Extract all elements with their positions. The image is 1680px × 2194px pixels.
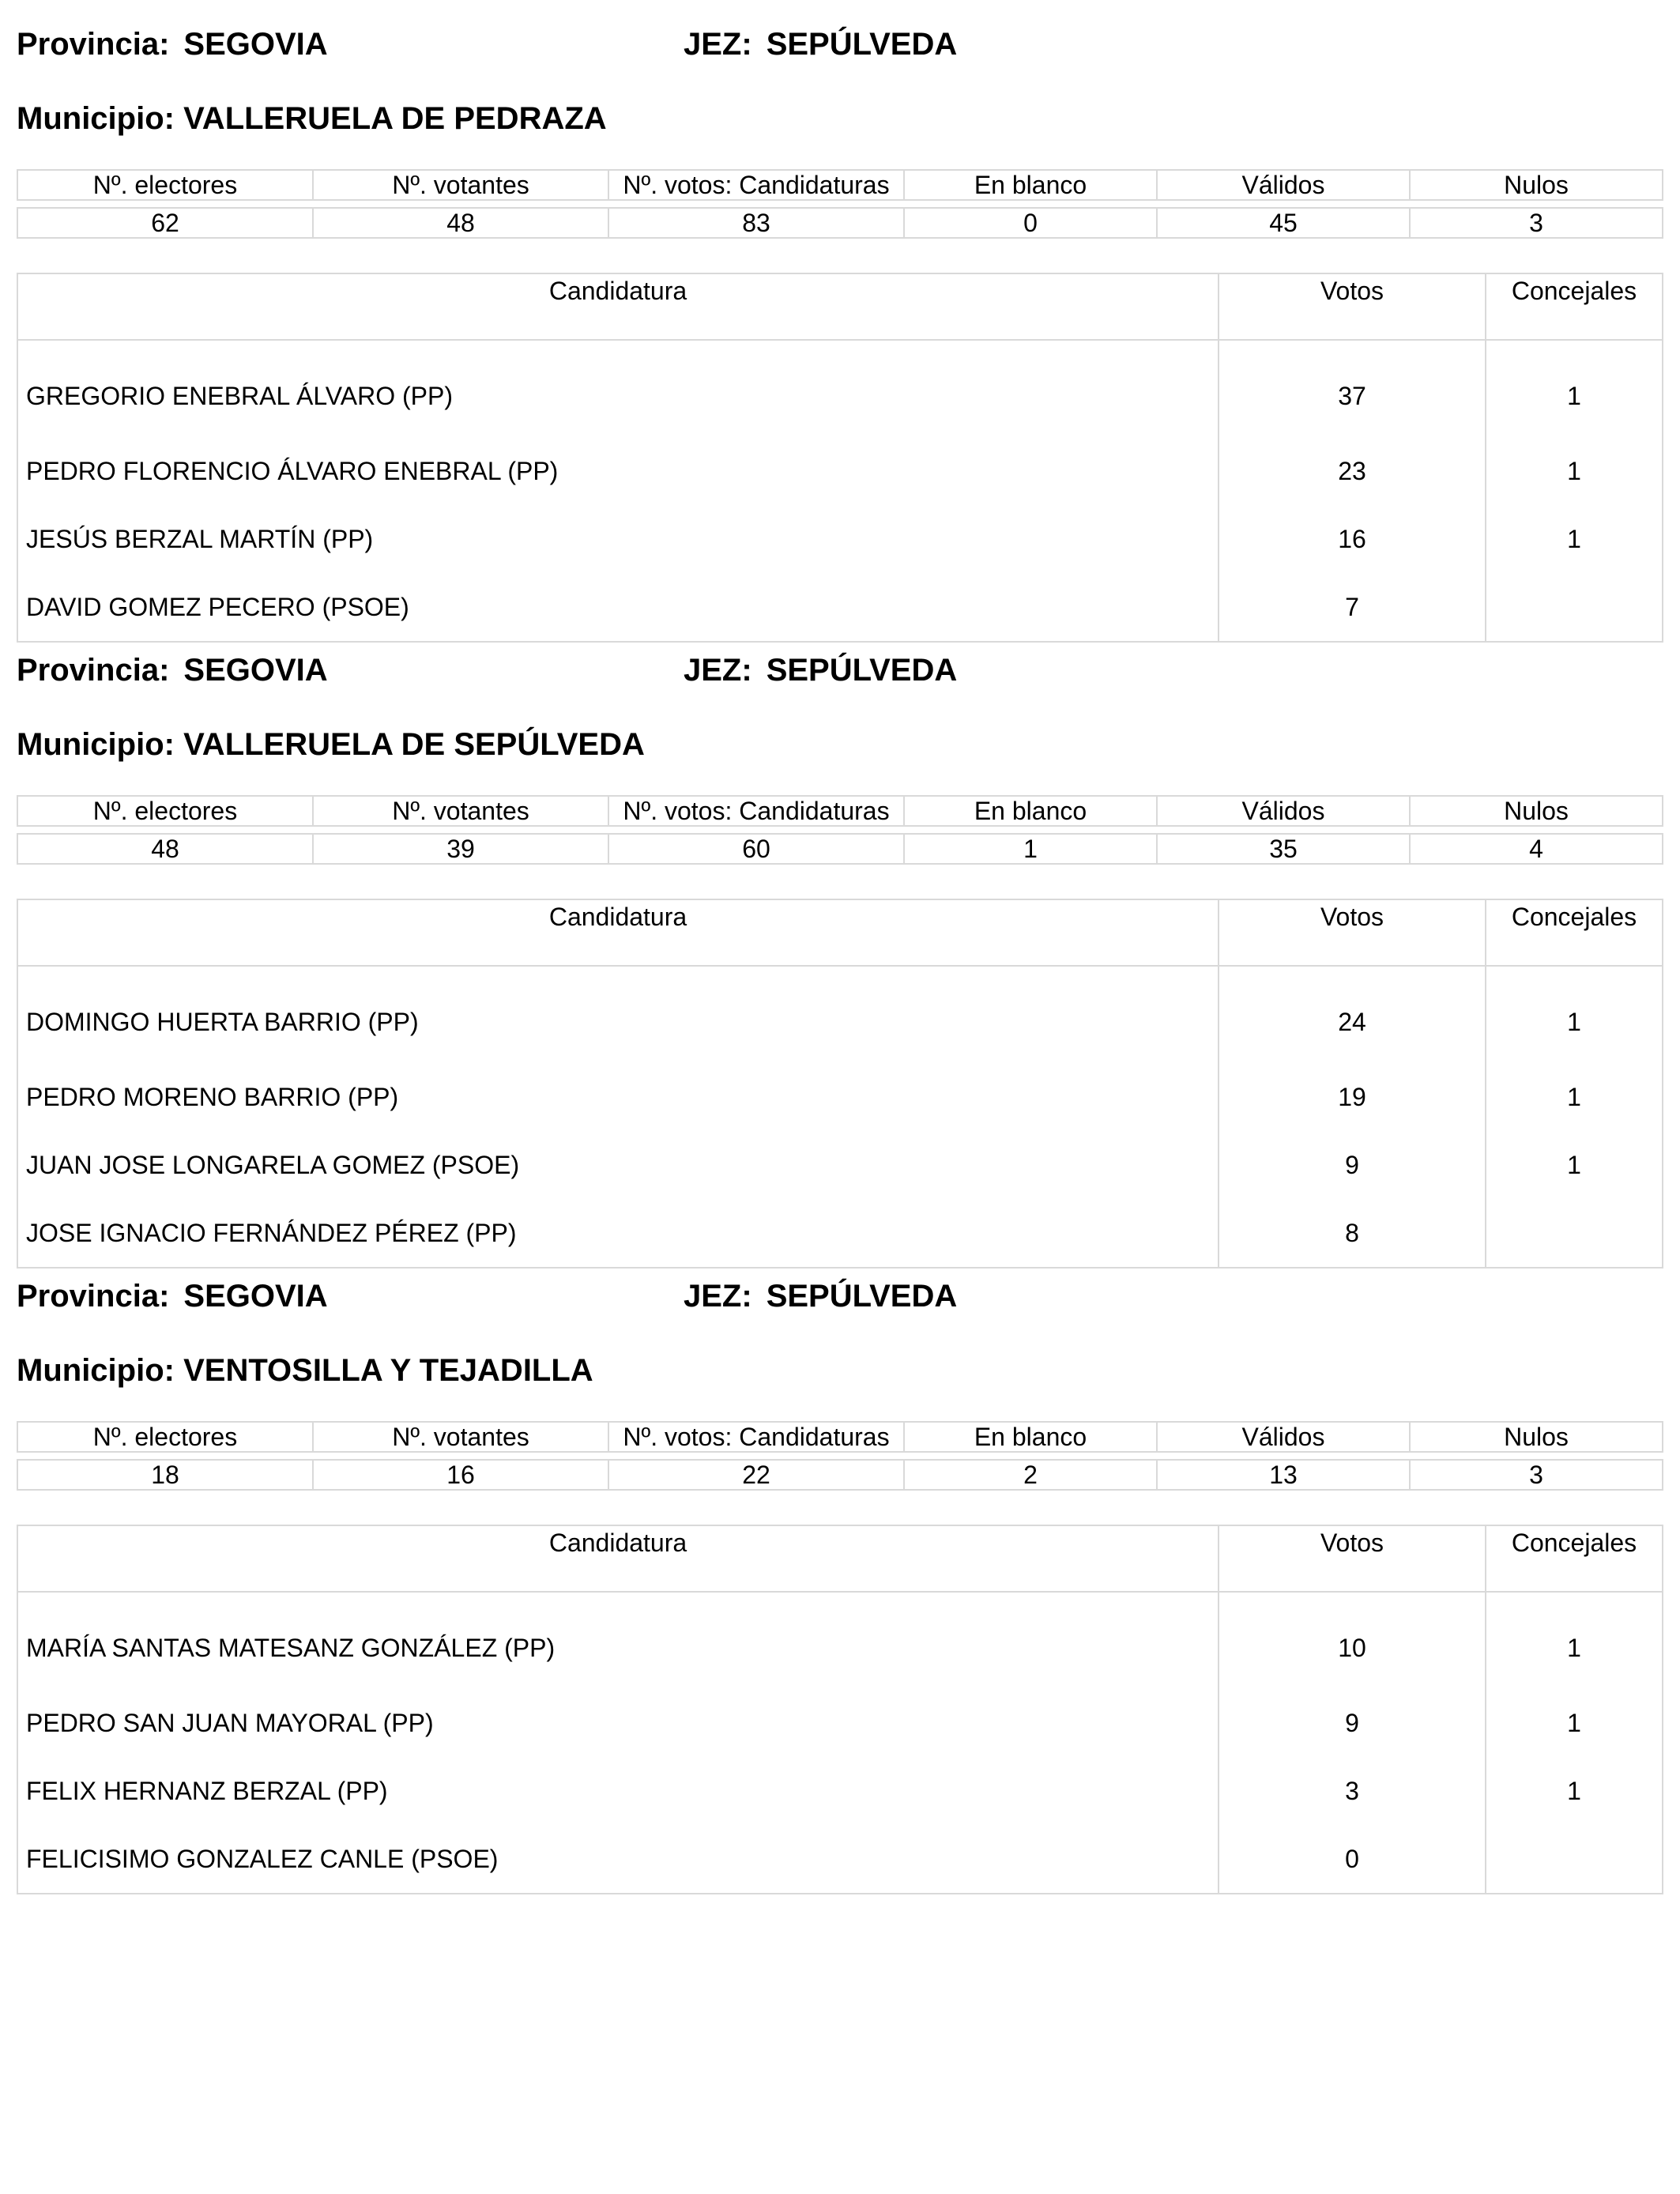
electores-value: 62 xyxy=(17,208,313,238)
jez-label: JEZ: xyxy=(684,653,752,688)
candidatura-header: Candidatura xyxy=(17,1525,1219,1592)
municipio-block-ventosilla-y-tejadilla xyxy=(17,1252,1662,1873)
votantes-header: Nº. votantes xyxy=(313,796,608,826)
municipio-heading xyxy=(17,1351,593,1389)
electores-header: Nº. electores xyxy=(17,796,313,826)
votantes-value: 39 xyxy=(313,834,608,864)
table-row xyxy=(17,1757,1663,1825)
en-blanco-value: 1 xyxy=(904,834,1157,864)
validos-header: Válidos xyxy=(1157,1422,1410,1452)
provincia-heading xyxy=(17,651,328,689)
table-row xyxy=(17,505,1663,573)
en-blanco-value: 2 xyxy=(904,1460,1157,1490)
validos-value: 45 xyxy=(1157,208,1410,238)
candidate-name: MARÍA SANTAS MATESANZ GONZÁLEZ (PP) xyxy=(17,1592,1219,1689)
candidate-concejales: 1 xyxy=(1486,1592,1663,1689)
summary-values-row xyxy=(17,1460,1663,1490)
validos-header: Válidos xyxy=(1157,796,1410,826)
candidate-concejales: 1 xyxy=(1486,1757,1663,1825)
en-blanco-header: En blanco xyxy=(904,170,1157,200)
candidates-table xyxy=(17,899,1663,1269)
candidate-concejales: 1 xyxy=(1486,340,1663,437)
concejales-header: Concejales xyxy=(1486,899,1663,966)
candidate-name: DOMINGO HUERTA BARRIO (PP) xyxy=(17,966,1219,1063)
nulos-header: Nulos xyxy=(1410,796,1663,826)
nulos-header: Nulos xyxy=(1410,170,1663,200)
votos-header: Votos xyxy=(1219,273,1486,340)
table-row xyxy=(17,1592,1663,1689)
candidate-name: GREGORIO ENEBRAL ÁLVARO (PP) xyxy=(17,340,1219,437)
candidate-name: PEDRO FLORENCIO ÁLVARO ENEBRAL (PP) xyxy=(17,437,1219,505)
provincia-heading xyxy=(17,25,328,63)
municipio-heading xyxy=(17,100,607,138)
candidate-concejales: 1 xyxy=(1486,966,1663,1063)
candidatura-header: Candidatura xyxy=(17,273,1219,340)
candidatura-header: Candidatura xyxy=(17,899,1219,966)
municipio-heading xyxy=(17,726,645,763)
candidate-votos: 24 xyxy=(1219,966,1486,1063)
nulos-header: Nulos xyxy=(1410,1422,1663,1452)
summary-header-row xyxy=(17,170,1663,200)
municipio-value: VALLERUELA DE SEPÚLVEDA xyxy=(183,727,645,762)
municipio-block-valleruela-de-pedraza xyxy=(17,0,1662,621)
table-row xyxy=(17,437,1663,505)
candidate-votos: 9 xyxy=(1219,1689,1486,1757)
candidate-concejales: 1 xyxy=(1486,505,1663,573)
nulos-value: 3 xyxy=(1410,208,1663,238)
candidates-table xyxy=(17,1525,1663,1894)
table-row xyxy=(17,340,1663,437)
votos-candidaturas-value: 22 xyxy=(608,1460,904,1490)
summary-table xyxy=(17,169,1663,239)
votos-candidaturas-value: 83 xyxy=(608,208,904,238)
candidate-concejales: 1 xyxy=(1486,437,1663,505)
summary-header-row xyxy=(17,796,1663,826)
concejales-header: Concejales xyxy=(1486,1525,1663,1592)
validos-value: 35 xyxy=(1157,834,1410,864)
validos-header: Válidos xyxy=(1157,170,1410,200)
jez-value: SEPÚLVEDA xyxy=(766,1279,958,1314)
candidate-name: JUAN JOSE LONGARELA GOMEZ (PSOE) xyxy=(17,1131,1219,1199)
provincia-value: SEGOVIA xyxy=(183,653,328,688)
votantes-header: Nº. votantes xyxy=(313,1422,608,1452)
votantes-value: 48 xyxy=(313,208,608,238)
provincia-value: SEGOVIA xyxy=(183,27,328,62)
municipio-label: Municipio: xyxy=(17,727,175,762)
nulos-value: 3 xyxy=(1410,1460,1663,1490)
candidate-name: DAVID GOMEZ PECERO (PSOE) xyxy=(17,573,1219,642)
votos-candidaturas-header: Nº. votos: Candidaturas xyxy=(608,796,904,826)
candidate-votos: 0 xyxy=(1219,1825,1486,1894)
table-row xyxy=(17,1825,1663,1894)
votantes-value: 16 xyxy=(313,1460,608,1490)
candidate-name: JOSE IGNACIO FERNÁNDEZ PÉREZ (PP) xyxy=(17,1199,1219,1268)
candidate-votos: 23 xyxy=(1219,437,1486,505)
votantes-header: Nº. votantes xyxy=(313,170,608,200)
candidate-concejales xyxy=(1486,1825,1663,1894)
provincia-value: SEGOVIA xyxy=(183,1279,328,1314)
candidates-table xyxy=(17,273,1663,643)
jez-label: JEZ: xyxy=(684,27,752,62)
candidate-name: JESÚS BERZAL MARTÍN (PP) xyxy=(17,505,1219,573)
jez-value: SEPÚLVEDA xyxy=(766,27,958,62)
candidate-votos: 3 xyxy=(1219,1757,1486,1825)
municipio-label: Municipio: xyxy=(17,101,175,136)
municipio-value: VALLERUELA DE PEDRAZA xyxy=(183,101,607,136)
votos-candidaturas-header: Nº. votos: Candidaturas xyxy=(608,170,904,200)
summary-header-row xyxy=(17,1422,1663,1452)
votos-header: Votos xyxy=(1219,899,1486,966)
jez-value: SEPÚLVEDA xyxy=(766,653,958,688)
summary-table xyxy=(17,795,1663,865)
electores-header: Nº. electores xyxy=(17,170,313,200)
municipio-value: VENTOSILLA Y TEJADILLA xyxy=(183,1353,593,1388)
candidate-concejales: 1 xyxy=(1486,1063,1663,1131)
table-row xyxy=(17,1131,1663,1199)
votos-header: Votos xyxy=(1219,1525,1486,1592)
candidates-header-row xyxy=(17,899,1663,966)
candidate-name: FELICISIMO GONZALEZ CANLE (PSOE) xyxy=(17,1825,1219,1894)
en-blanco-header: En blanco xyxy=(904,796,1157,826)
electores-value: 18 xyxy=(17,1460,313,1490)
nulos-value: 4 xyxy=(1410,834,1663,864)
concejales-header: Concejales xyxy=(1486,273,1663,340)
candidates-header-row xyxy=(17,1525,1663,1592)
candidate-name: PEDRO MORENO BARRIO (PP) xyxy=(17,1063,1219,1131)
candidate-votos: 7 xyxy=(1219,573,1486,642)
en-blanco-value: 0 xyxy=(904,208,1157,238)
municipio-block-valleruela-de-sepulveda xyxy=(17,626,1662,1247)
summary-values-row xyxy=(17,834,1663,864)
candidate-votos: 9 xyxy=(1219,1131,1486,1199)
candidate-votos: 37 xyxy=(1219,340,1486,437)
table-row xyxy=(17,1689,1663,1757)
provincia-label: Provincia: xyxy=(17,1279,170,1314)
provincia-heading xyxy=(17,1277,328,1315)
candidate-votos: 10 xyxy=(1219,1592,1486,1689)
jez-heading xyxy=(684,651,957,689)
candidate-votos: 8 xyxy=(1219,1199,1486,1268)
candidate-concejales: 1 xyxy=(1486,1689,1663,1757)
candidates-header-row xyxy=(17,273,1663,340)
summary-values-row xyxy=(17,208,1663,238)
jez-label: JEZ: xyxy=(684,1279,752,1314)
candidate-name: FELIX HERNANZ BERZAL (PP) xyxy=(17,1757,1219,1825)
candidate-name: PEDRO SAN JUAN MAYORAL (PP) xyxy=(17,1689,1219,1757)
votos-candidaturas-header: Nº. votos: Candidaturas xyxy=(608,1422,904,1452)
electores-header: Nº. electores xyxy=(17,1422,313,1452)
table-row xyxy=(17,966,1663,1063)
votos-candidaturas-value: 60 xyxy=(608,834,904,864)
municipio-label: Municipio: xyxy=(17,1353,175,1388)
en-blanco-header: En blanco xyxy=(904,1422,1157,1452)
provincia-label: Provincia: xyxy=(17,653,170,688)
table-row xyxy=(17,1063,1663,1131)
summary-table xyxy=(17,1421,1663,1491)
candidate-votos: 16 xyxy=(1219,505,1486,573)
candidate-votos: 19 xyxy=(1219,1063,1486,1131)
jez-heading xyxy=(684,1277,957,1315)
provincia-label: Provincia: xyxy=(17,27,170,62)
electores-value: 48 xyxy=(17,834,313,864)
jez-heading xyxy=(684,25,957,63)
candidate-concejales: 1 xyxy=(1486,1131,1663,1199)
validos-value: 13 xyxy=(1157,1460,1410,1490)
